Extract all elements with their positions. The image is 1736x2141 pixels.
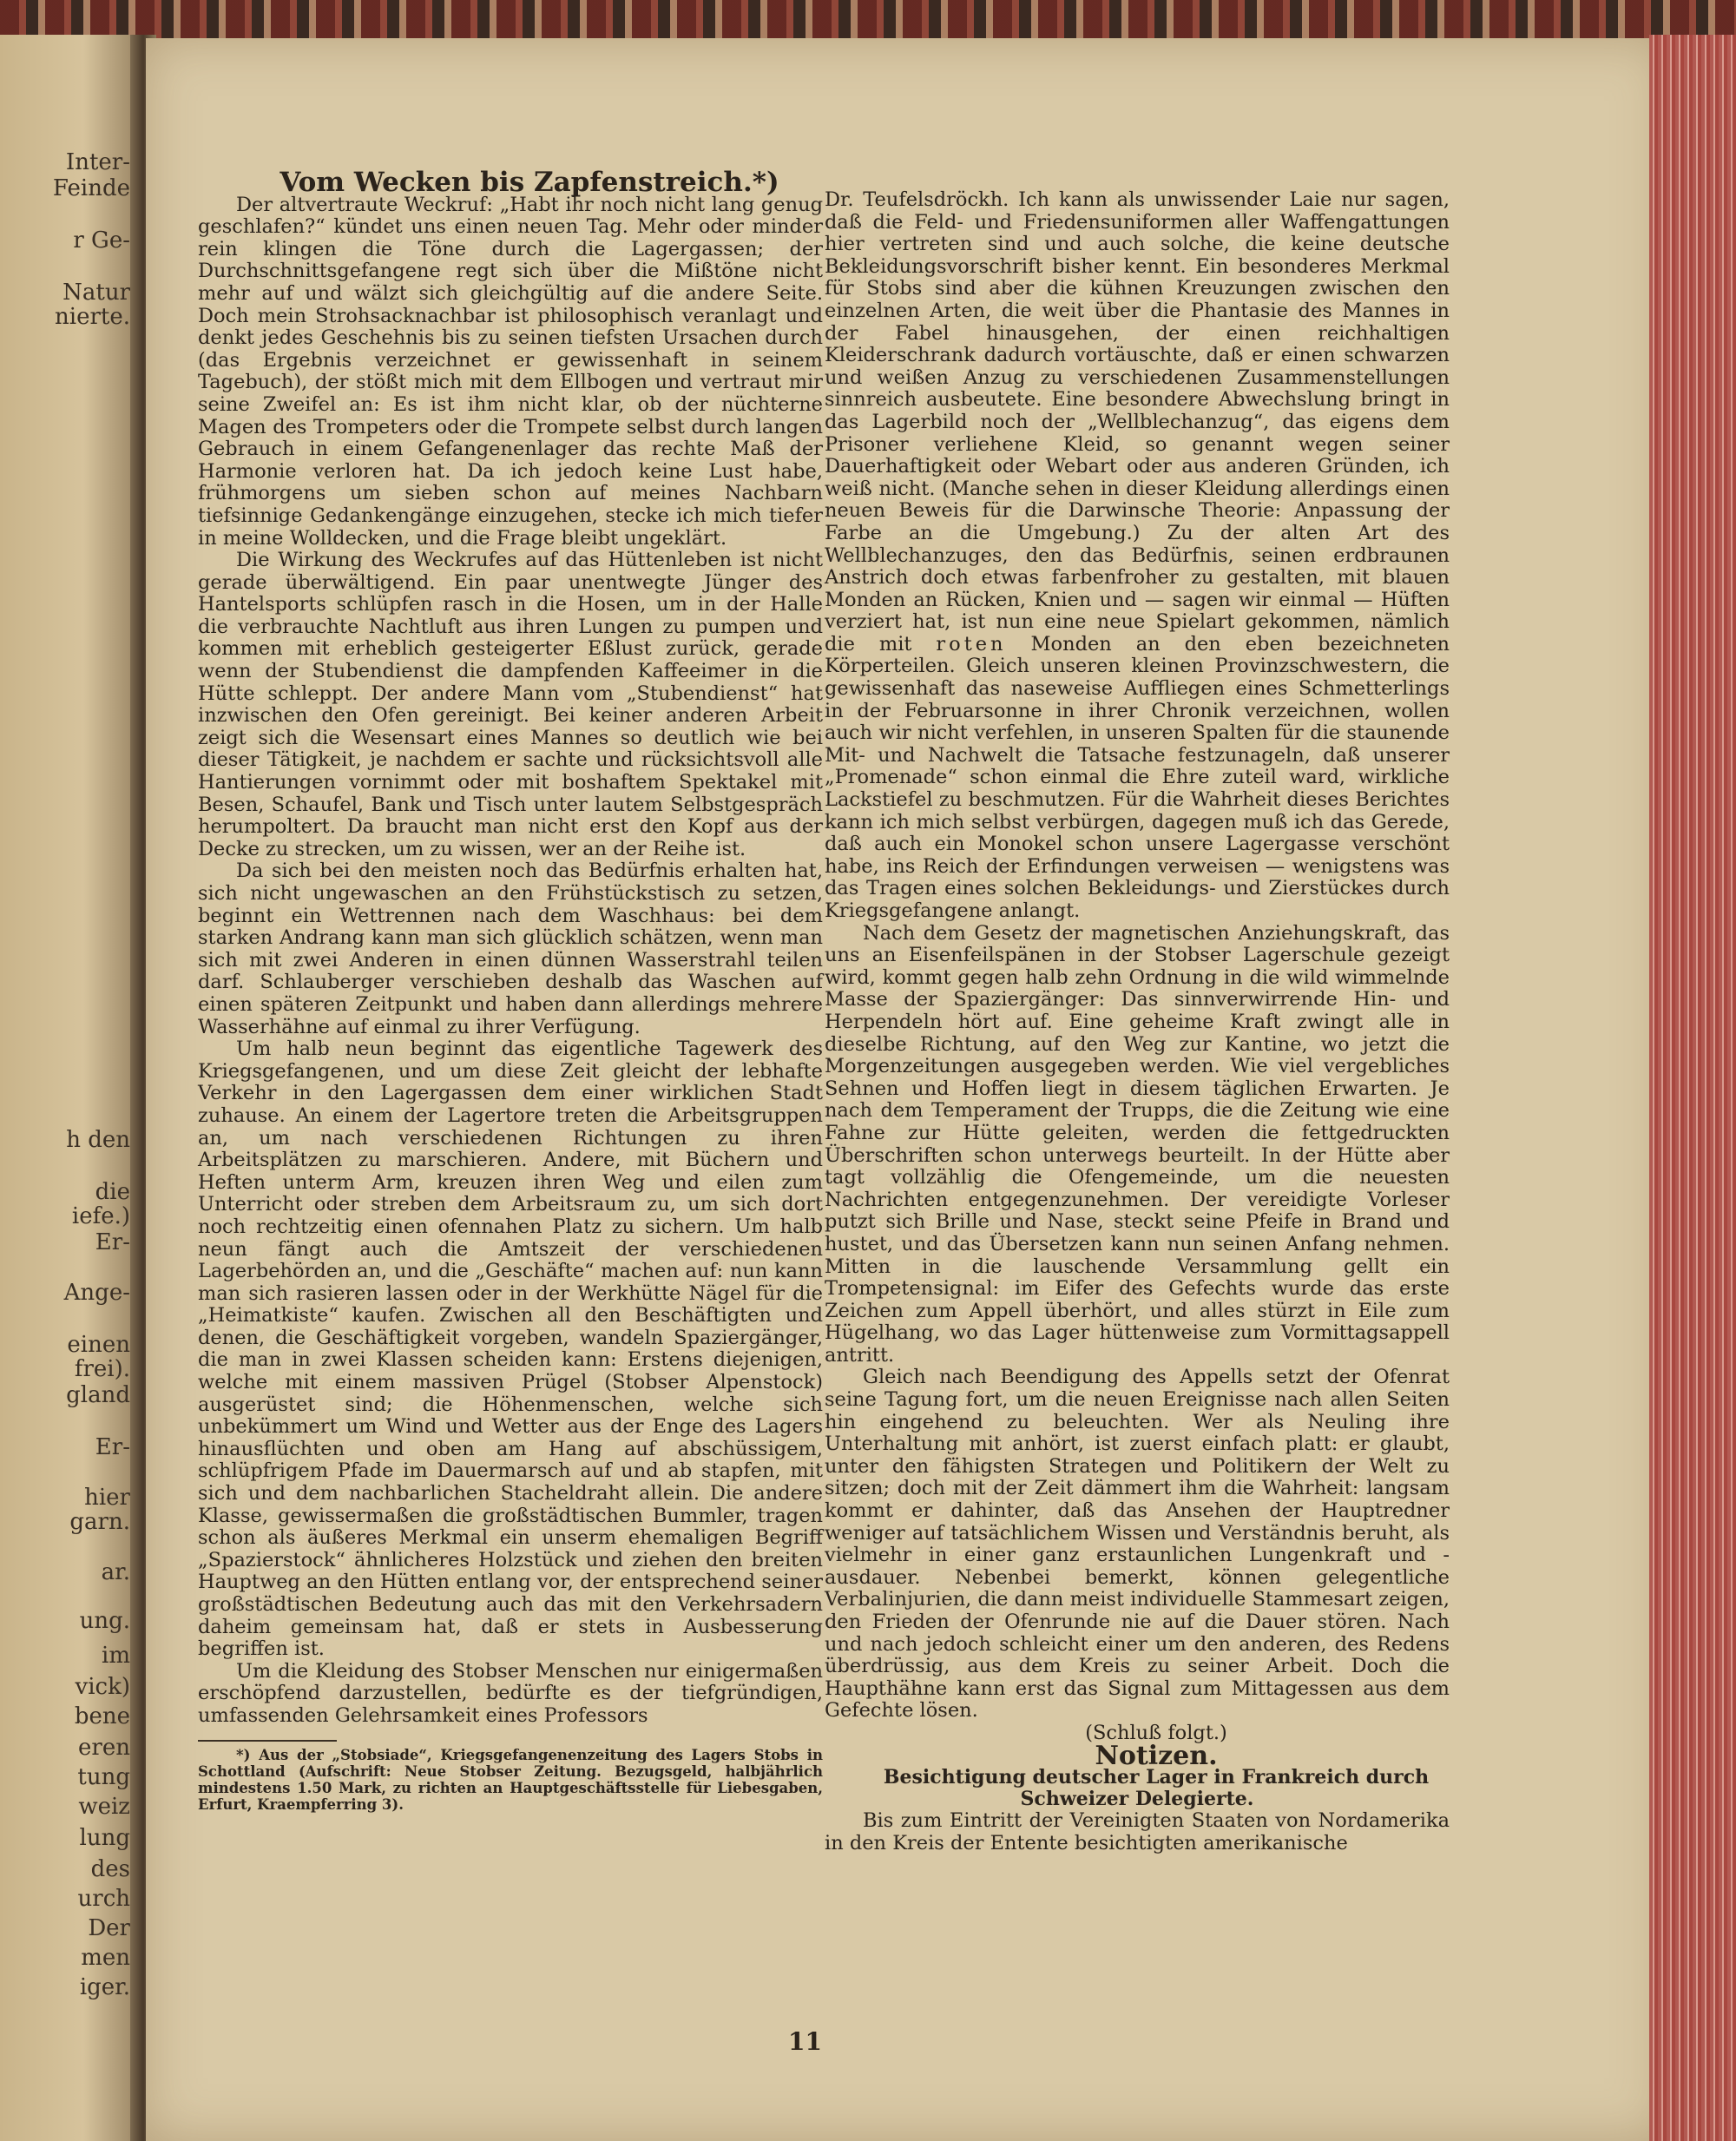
margin-fragment: iefe.)	[71, 1203, 130, 1229]
margin-fragment: frei).	[74, 1356, 130, 1382]
margin-fragment: lung	[79, 1825, 130, 1851]
article-paragraph: Nach dem Gesetz der magnetischen Anziehungskraft, das uns an Eisenfeilspänen in der Stobser Lagerschule gezeigt wird, kommt gegen halb zehn Ordnung in die wild wimmelnde Masse der Spaziergänger: Das sinnverwirrende Hin- und Herpendeln hört auf. Eine geheime Kraft zwingt alle in dieselbe Richtung, auf den Weg zur Kantine, wo jetzt die Morgenzeitungen ausgegeben werden. Wie viel vergebliches Sehnen und Hoffen liegt in diesem täglichen Erwarten. Je nach dem Temperament der Trupps, die die Zeitung wie eine Fahne zur Hütte geleiten, werden die fettgedruckten Überschriften schon unterwegs beurteilt. In der Hütte aber tagt vollzählig die Ofengemeinde, um die neuesten Nachrichten entgegenzunehmen. Der vereidigte Vorleser putzt sich Brille und Nase, steckt seine Pfeife in Brand und hustet, und das Übersetzen kann nun seinen Anfang nehmen. Mitten in die lauschende Versammlung gellt ein Trompetensignal: im Eifer des Gefechts wurde das erste Zeichen zum Appell überhört, und alles stürzt in Eile zum Hügelhang, wo das Lager hüttenweise zum Vormittagsappell antritt.	[825, 921, 1450, 1367]
article-title: Vom Wecken bis Zapfenstreich.*)	[279, 167, 779, 198]
margin-fragment: Der	[88, 1915, 130, 1941]
margin-fragment: die	[95, 1179, 130, 1205]
margin-fragment: nierte.	[55, 304, 130, 330]
left-page-fragment	[0, 35, 139, 2141]
margin-fragment: garn.	[69, 1509, 130, 1535]
book-top-edge	[0, 0, 1736, 42]
paragraph-text: Monden an den eben bezeichneten Körperteilen. Gleich unseren kleinen Provinzschwestern, die gewissenhaft das naseweise Auffliegen eines Schmetterlings in der Februarsonne in ihrer Chronik verzeichnen, wollen auch wir nicht verfehlen, in unseren Spalten für die staunende Mit- und Nachwelt die Tatsache festzunageln, daß unserer „Promenade“ schon einmal die Ehre zuteil ward, wirkliche Lackstiefel zu beschmutzen. Für die Wahrheit dieses Berichtes kann ich mich selbst verbürgen, dagegen muß ich das Gerede, daß auch ein Monokel schon unsere Lagergasse verschönt habe, ins Reich der Erfindungen verweisen — wenigstens was das Tragen eines solchen Bekleidungs- und Zierstückes durch Kriegsgefangene anlangt.	[825, 632, 1450, 922]
margin-fragment: Feinde	[52, 175, 130, 201]
margin-fragment: Natur	[62, 280, 130, 306]
margin-fragment: einen	[67, 1332, 130, 1358]
margin-fragment: Inter-	[65, 149, 130, 175]
article-paragraph: Der altvertraute Weckruf: „Habt ihr noch nicht lang genug geschlafen?“ kündet uns einen neuen Tag. Mehr oder minder rein klingen die Töne durch die Lagergassen; der Durchschnittsgefangene regt sich über die Mißtöne nicht mehr auf und wälzt sich gleichgültig auf die andere Seite. Doch mein Strohsacknachbar ist philosophisch veranlagt und denkt jedes Geschehnis bis zu seinen tiefsten Ursachen durch (das Ergebnis verzeichnet er gewissenhaft in seinem Tagebuch), der stößt mich mit dem Ellbogen und vertraut mir seine Zweifel an: Es ist ihm nicht klar, ob der nüchterne Magen des Trompeters oder die Trompete selbst durch langen Gebrauch in einem Gefangenenlager das rechte Maß der Harmonie verloren hat. Da ich jedoch keine Lust habe, frühmorgens um sieben schon auf meines Nachbarn tiefsinnige Gedankengänge einzugehen, stecke ich mich tiefer in meine Wolldecken, und die Frage bleibt ungeklärt.	[198, 193, 823, 550]
margin-fragment: tung	[77, 1764, 130, 1790]
margin-fragment: men	[81, 1945, 130, 1971]
article-paragraph	[825, 189, 1450, 923]
margin-fragment: gland	[66, 1382, 130, 1408]
article-paragraph: Die Wirkung des Weckrufes auf das Hüttenleben ist nicht gerade überwältigend. Ein paar unentwegte Jünger des Hantelsports schlüpfen rasch in die Hosen, um in der Halle die verbrauchte Nachtluft aus ihren Lungen zu pumpen und kommen mit erheblich gesteigerter Eßlust zurück, gerade wenn der Stubendienst die dampfenden Kaffeeimer in die Hütte schleppt. Der andere Mann vom „Stubendienst“ hat inzwischen den Ofen gereinigt. Bei keiner anderen Arbeit zeigt sich die Wesensart eines Mannes so deutlich wie bei dieser Tätigkeit, je nachdem er sachte und rücksichtsvoll alle Hantierungen vornimmt oder mit boshaftem Spektakel mit Besen, Schaufel, Bank und Tisch unter lautem Selbstgespräch herumpoltert. Da braucht man nicht erst den Kopf aus der Decke zu strecken, um zu wissen, wer an der Reihe ist.	[198, 549, 823, 860]
article-paragraph: Um halb neun beginnt das eigentliche Tagewerk des Kriegsgefangenen, und um diese Zeit gleicht der lebhafte Verkehr in den Lagergassen dem einer wirklichen Stadt zuhause. An einem der Lagertore treten die Arbeitsgruppen an, um nach verschiedenen Richtungen zu ihren Arbeitsplätzen zu marschieren. Andere, mit Büchern und Heften unterm Arm, kreuzen ihren Weg und eilen zum Unterricht oder streben dem Arbeitsraum zu, um sich dort noch rechtzeitig einen ofennahen Platz zu sichern. Um halb neun fängt auch die Amtszeit der verschiedenen Lagerbehörden an, und die „Geschäfte“ machen auf: nun kann man sich rasieren lassen oder in der Werkhütte Nägel für die „Heimatkiste“ kaufen. Zwischen all den Beschäftigten und denen, die Geschäftigkeit vorgeben, wandeln Spaziergänger, die man in zwei Klassen scheiden kann: Erstens diejenigen, welche mit einem massiven Prügel (Stobser Alpenstock) ausgerüstet sind; die Höhenmenschen, welche sich unbekümmert um Wind und Wetter aus der Enge des Lagers hinausflüchten und oben am Hang auf abschüssigem, schlüpfrigem Pfade im Dauermarsch auf und ab stapfen, mit sich und dem nachbarlichen Stacheldraht allein. Die andere Klasse, gewissermaßen die großstädtischen Bummler, tragen schon als äußeres Merkmal ein unserm ehemaligen Begriff „Spazierstock“ ähnlicheres Holzstück und ziehen den breiten Hauptweg an den Hütten entlang vor, der entsprechend seiner großstädtischen Bedeutung auch das mit den Verkehrsadern daheim gemeinsam hat, daß er stets in Ausbesserung begriffen ist.	[198, 1038, 823, 1661]
margin-fragment: h den	[66, 1127, 130, 1153]
margin-fragment: im	[102, 1643, 130, 1669]
margin-fragment: ar.	[101, 1559, 130, 1585]
margin-fragment: Er-	[95, 1434, 130, 1460]
margin-fragment: des	[90, 1856, 130, 1882]
paragraph-text: Dr. Teufelsdröckh. Ich kann als unwissender Laie nur sagen, daß die Feld- und Friedensuniformen aller Waffengattungen hier vertreten sind und auch solche, die keine deutsche Bekleidungsvorschrift bisher kennt. Ein besonderes Merkmal für Stobs sind aber die kühnen Kreuzungen zwischen den einzelnen Arten, die weit über die Phantasie des Mannes in der Fabel hinausgehen, der einen reichhaltigen Kleiderschrank dadurch vortäuschte, daß er einen schwarzen und weißen Anzug zu verschiedenen Zusammenstellungen sinnreich ausbeutete. Eine besondere Abwechslung bringt in das Lagerbild noch der „Wellblechanzug“, das eigens dem Prisoner verliehene Kleid, so genannt wegen seiner Dauerhaftigkeit oder Webart oder aus anderen Gründen, ich weiß nicht. (Manche sehen in dieser Kleidung allerdings einen neuen Beweis für die Darwinsche Theorie: Anpassung der Farbe an die Umgebung.) Zu der alten Art des Wellblechanzuges, den das Bedürfnis, seinen erdbraunen Anstrich doch etwas farbenfroher zu gestalten, mit blauen Monden an Rücken, Knien und — sagen wir einmal — Hüften verziert hat, ist nun eine neue Spielart gekommen, nämlich die mit	[825, 188, 1450, 655]
footnote: *) Aus der „Stobsiade“, Kriegsgefangenenzeitung des Lagers Stobs in Schottland (Aufschrift: Neue Stobser Zeitung. Bezugsgeld, halbjährlich mindestens 1.50 Mark, zu richten an Hauptgeschäftsstelle für Liebesgaben, Erfurt, Kraempferring 3).	[198, 1746, 823, 1813]
margin-fragment: Ange-	[63, 1280, 130, 1306]
book-page-edges	[1649, 35, 1736, 2141]
notizen-subheading: Besichtigung deutscher Lager in Frankreich durch Schweizer Delegierte.	[883, 1766, 1430, 1811]
article-paragraph: Gleich nach Beendigung des Appells setzt der Ofenrat seine Tagung fort, um die neuen Ereignisse nach allen Seiten hin eingehend zu beleuchten. Wer als Neuling ihre Unterhaltung mit anhört, ist zuerst einfach platt: er glaubt, unter den fähigsten Strategen und Politikern der Welt zu sitzen; doch mit der Zeit dämmert ihm die Wahrheit: langsam kommt er dahinter, daß das Ansehen der Hauptredner weniger auf tatsächlichem Wissen und Verständnis beruht, als vielmehr in einer ganz erstaunlichen Lungenkraft und -ausdauer. Nebenbei bemerkt, können gelegentliche Verbalinjurien, die dann meist individuelle Stammesart zeigen, den Frieden der Ofenrunde nie auf die Dauer stören. Nach und nach jedoch schleicht einer um den anderen, des Redens überdrüssig, aus dem Kreis zu seiner Arbeit. Doch die Haupthähne kann erst das Signal zum Mittagessen aus dem Gefechte lösen.	[825, 1366, 1450, 1723]
article-paragraph: Da sich bei den meisten noch das Bedürfnis erhalten hat, sich nicht ungewaschen an den Frühstückstisch zu setzen, beginnt ein Wettrennen nach dem Waschhaus: bei dem starken Andrang kann man sich glücklich schätzen, wenn man sich mit zwei Anderen in einen dünnen Wasserstrahl teilen darf. Schlauberger verschieben deshalb das Waschen auf einen späteren Zeitpunkt und haben dann allerdings mehrere Wasserhähne auf einmal zu ihrer Verfügung.	[198, 860, 823, 1038]
continued-note: (Schluß folgt.)	[1085, 1721, 1227, 1744]
margin-fragment: ung.	[79, 1608, 130, 1634]
notizen-paragraph: Bis zum Eintritt der Vereinigten Staaten von Nordamerika in den Kreis der Entente besichtigten amerikanische	[825, 1809, 1450, 1854]
margin-fragment: hier	[84, 1485, 130, 1511]
margin-fragment: r Ge-	[73, 227, 130, 254]
margin-fragment: eren	[78, 1735, 130, 1761]
margin-fragment: urch	[77, 1886, 130, 1912]
article-left-column	[198, 167, 823, 1813]
margin-fragment: bene	[74, 1703, 130, 1729]
page-number: 11	[788, 2027, 822, 2056]
margin-fragment: weiz	[78, 1794, 130, 1820]
margin-fragment: iger.	[79, 1974, 130, 2000]
article-paragraph: Um die Kleidung des Stobser Menschen nur einigermaßen erschöpfend darzustellen, bedürfte es der tiefgründigen, umfassenden Gelehrsamkeit eines Professors	[198, 1659, 823, 1727]
margin-fragment: Er-	[95, 1229, 130, 1255]
margin-fragment: vick)	[75, 1674, 130, 1700]
footnote-divider	[198, 1740, 337, 1742]
article-right-column	[825, 189, 1450, 1854]
emphasized-word: roten	[936, 632, 1007, 655]
notizen-heading: Notizen.	[1095, 1740, 1218, 1771]
